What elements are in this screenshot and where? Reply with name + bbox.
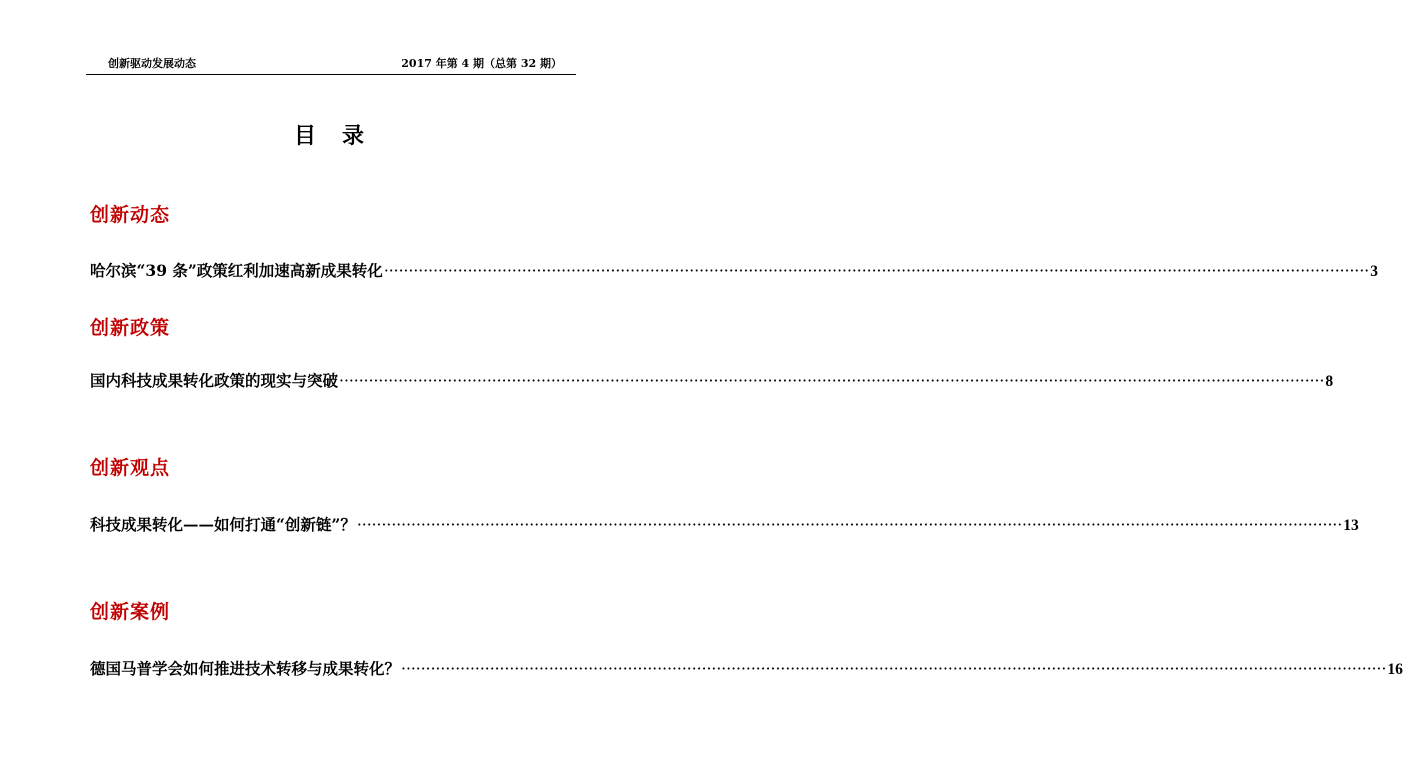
page-title: 目录 (293, 123, 390, 149)
toc-leader-dots: ········································································································································································································ (383, 262, 1370, 280)
toc-entry-page: 16 (1387, 661, 1403, 678)
toc-entry[interactable] (90, 657, 1403, 679)
toc-entry[interactable] (90, 259, 1378, 281)
toc-entry-title: 科技成果转化——如何打通“创新链”？ (90, 515, 356, 534)
header-journal-name: 创新驱动发展动态 (108, 57, 196, 70)
toc-entry-title: 国内科技成果转化政策的现实与突破 (90, 371, 339, 390)
toc-entry-title: 哈尔滨“39 条”政策红利加速高新成果转化 (90, 261, 383, 280)
toc-entry[interactable] (90, 369, 1334, 391)
running-header (86, 52, 576, 75)
toc-leader-dots: ········································································································································································································ (339, 372, 1325, 390)
section-heading-innovation-cases: 创新案例 (90, 601, 171, 623)
toc-leader-dots: ········································································································································································································ (356, 516, 1343, 534)
toc-entry-page: 13 (1343, 517, 1359, 534)
header-issue-info: 2017 年第 4 期（总第 32 期） (401, 57, 562, 70)
toc-entry-page: 3 (1370, 263, 1378, 280)
section-heading-innovation-views: 创新观点 (90, 457, 171, 479)
section-heading-innovation-news: 创新动态 (90, 204, 171, 226)
toc-entry-title: 德国马普学会如何推进技术转移与成果转化？ (90, 659, 401, 678)
toc-entry-page: 8 (1325, 373, 1334, 390)
toc-entry[interactable] (90, 513, 1359, 535)
toc-leader-dots: ········································································································································································································ (401, 660, 1387, 678)
section-heading-innovation-policy: 创新政策 (90, 317, 171, 339)
